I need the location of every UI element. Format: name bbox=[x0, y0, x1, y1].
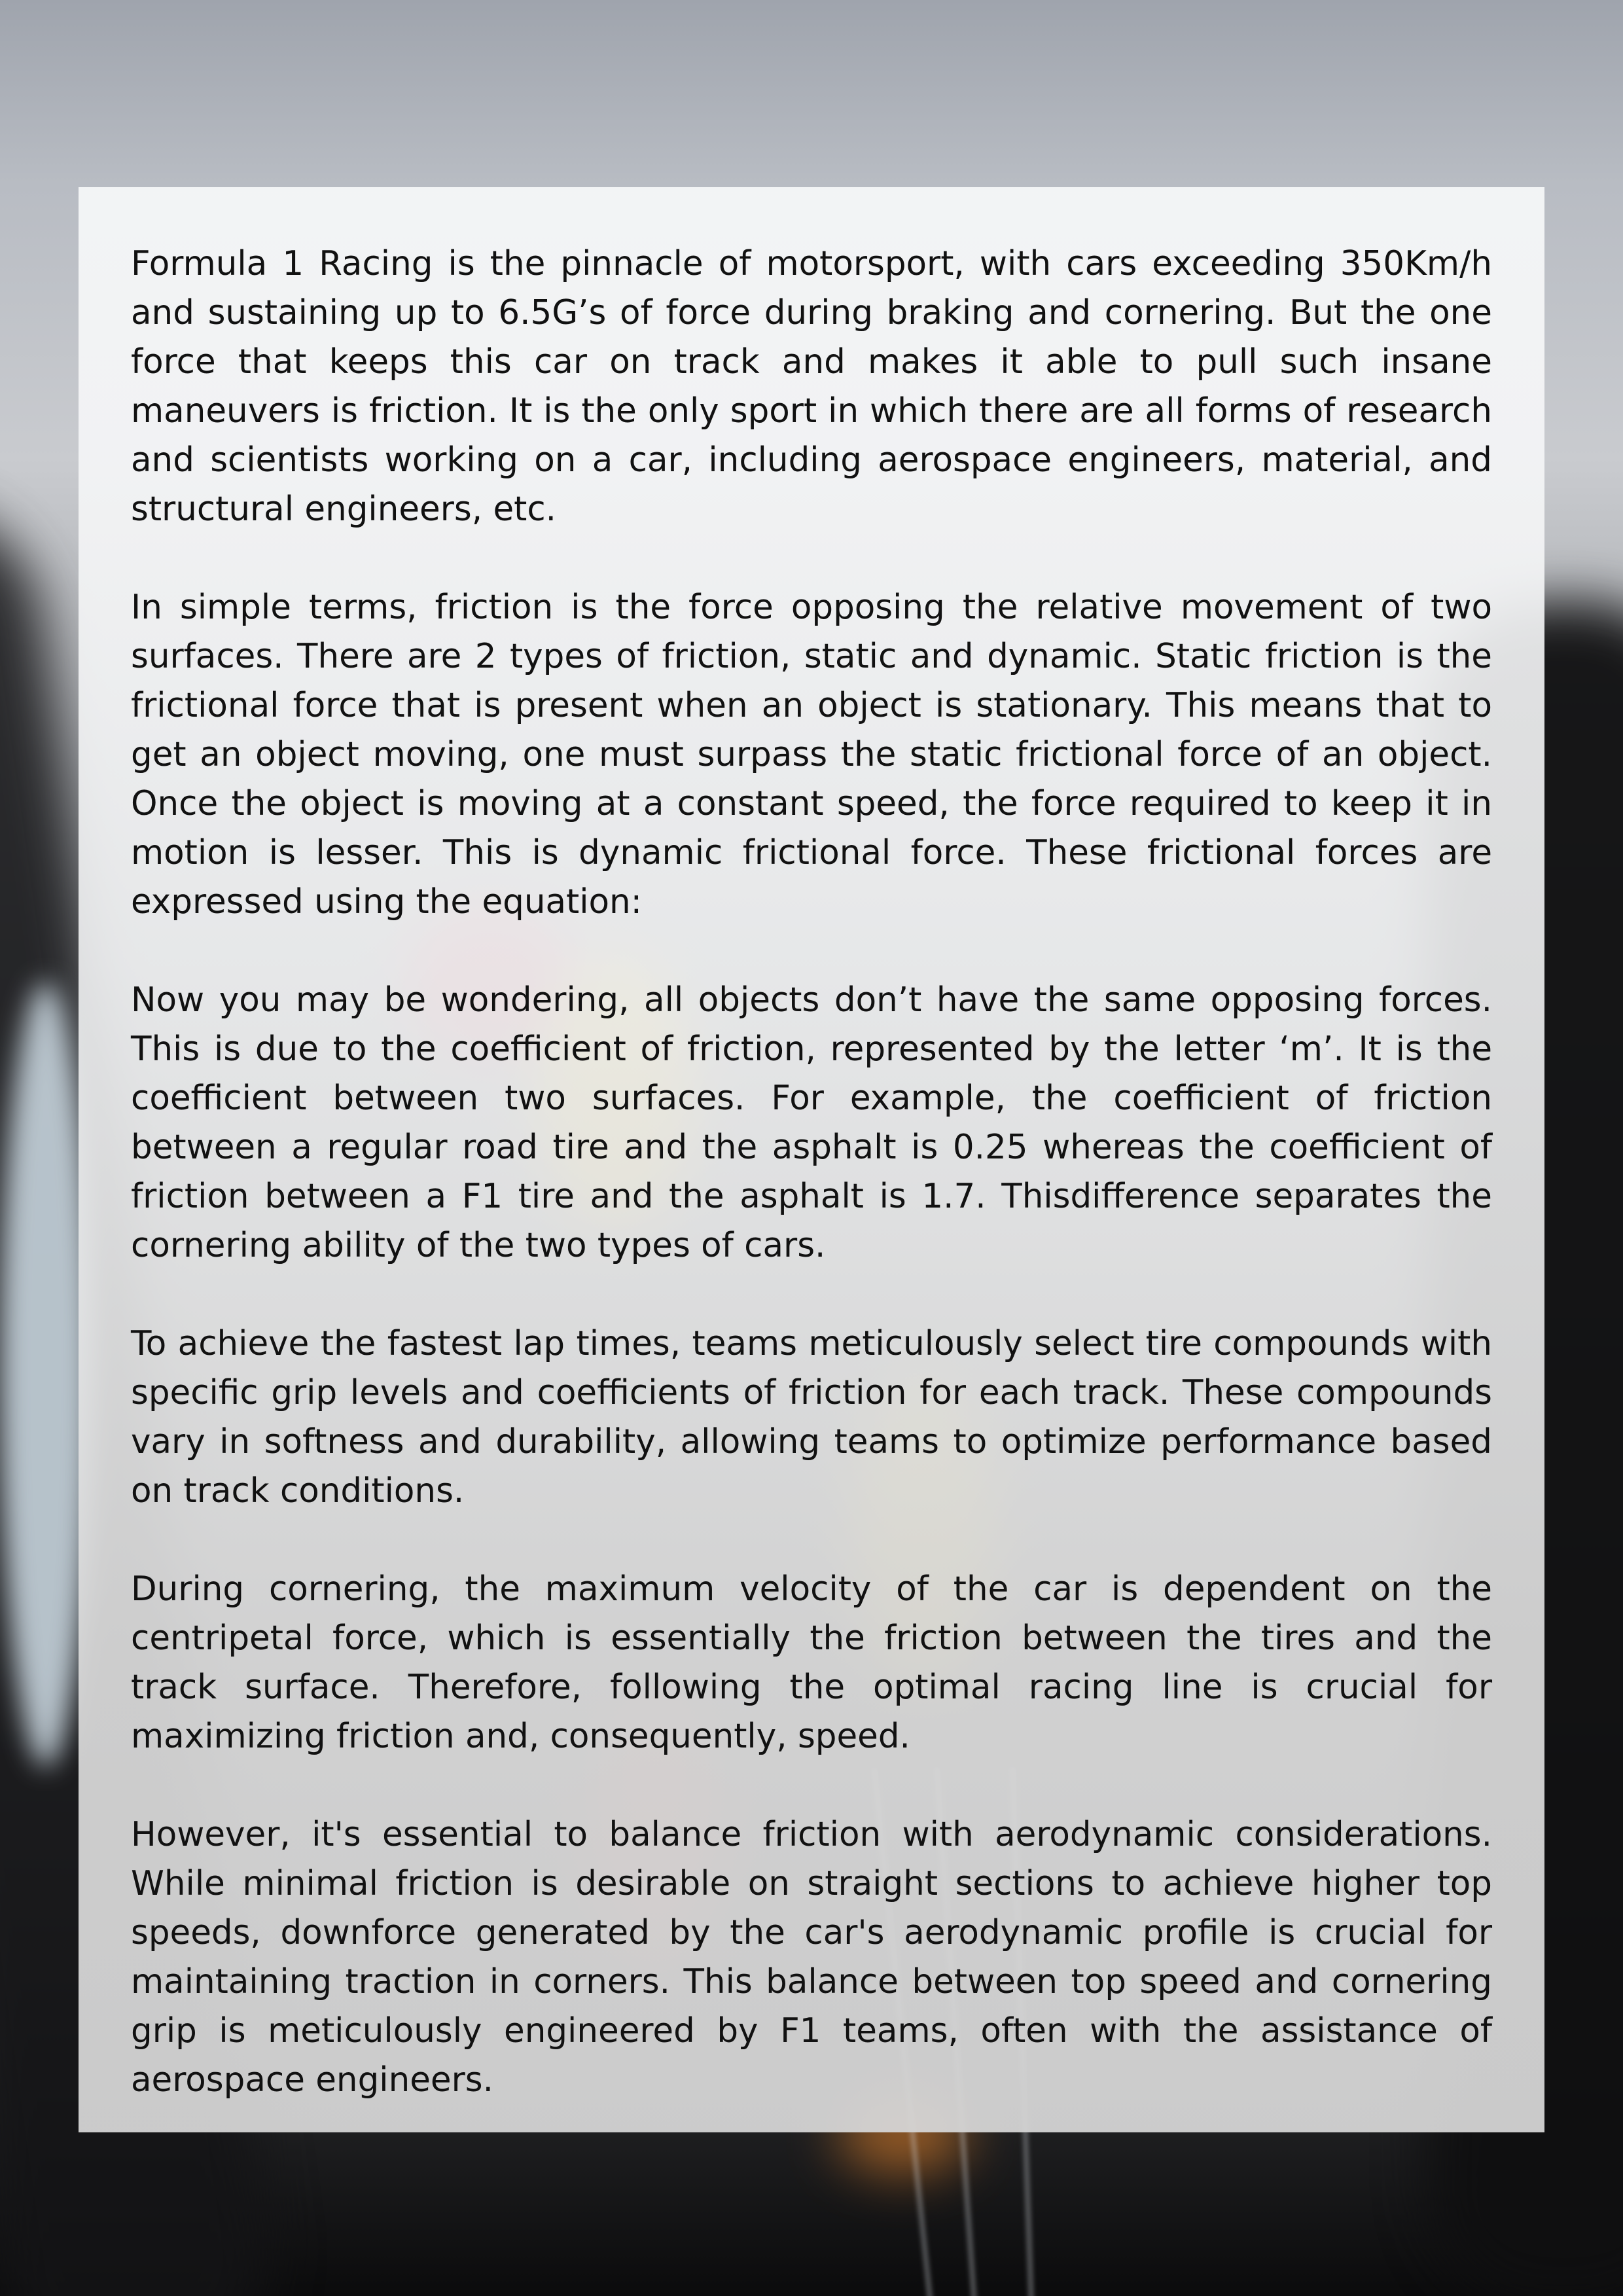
background-light-blur-left bbox=[0, 982, 92, 1767]
article-paragraph: Now you may be wondering, all objects don’t have the same opposing forces. This is due to the coefficient of friction, represented by the letter ‘m’. It is the coefficient between two surfaces. For example, the coefficient of friction between a regular road tire and the asphalt is 0.25 whereas the coefficient of friction between a F1 tire and the asphalt is 1.7. Thisdifference separates the cornering ability of the two types of cars. bbox=[131, 980, 1492, 1265]
article-paragraph: However, it's essential to balance friction with aerodynamic considerations. While minimal friction is desirable on straight sections to achieve higher top speeds, downforce generated by the car's aerodynamic profile is crucial for maintaining traction in corners. This balance between top speed and cornering grip is meticulously engineered by F1 teams, often with the assistance of aerospace engineers. bbox=[131, 1815, 1492, 2100]
article-card bbox=[79, 187, 1544, 2132]
article-paragraph: During cornering, the maximum velocity of the car is dependent on the centripetal force, which is essentially the friction between the tires and the track surface. Therefore, following the optimal racing line is crucial for maximizing friction and, consequently, speed. bbox=[131, 1570, 1492, 1756]
article-paragraph: To achieve the fastest lap times, teams meticulously select tire compounds with specific grip levels and coefficients of friction for each track. These compounds vary in softness and durability, allowing teams to optimize performance based on track conditions. bbox=[131, 1324, 1492, 1511]
article-paragraph: Formula 1 Racing is the pinnacle of motorsport, with cars exceeding 350Km/h and sustaining up to 6.5G’s of force during braking and cornering. But the one force that keeps this car on track and makes it able to pull such insane maneuvers is friction. It is the only sport in which there are all forms of research and scientists working on a car, including aerospace engineers, material, and structural engineers, etc. bbox=[131, 244, 1492, 529]
article-paragraph: In simple terms, friction is the force opposing the relative movement of two surfaces. There are 2 types of friction, static and dynamic. Static friction is the frictional force that is present when an object is stationary. This means that to get an object moving, one must surpass the static frictional force of an object. Once the object is moving at a constant speed, the force required to keep it in motion is lesser. This is dynamic frictional force. These frictional forces are expressed using the equation: bbox=[131, 588, 1492, 922]
